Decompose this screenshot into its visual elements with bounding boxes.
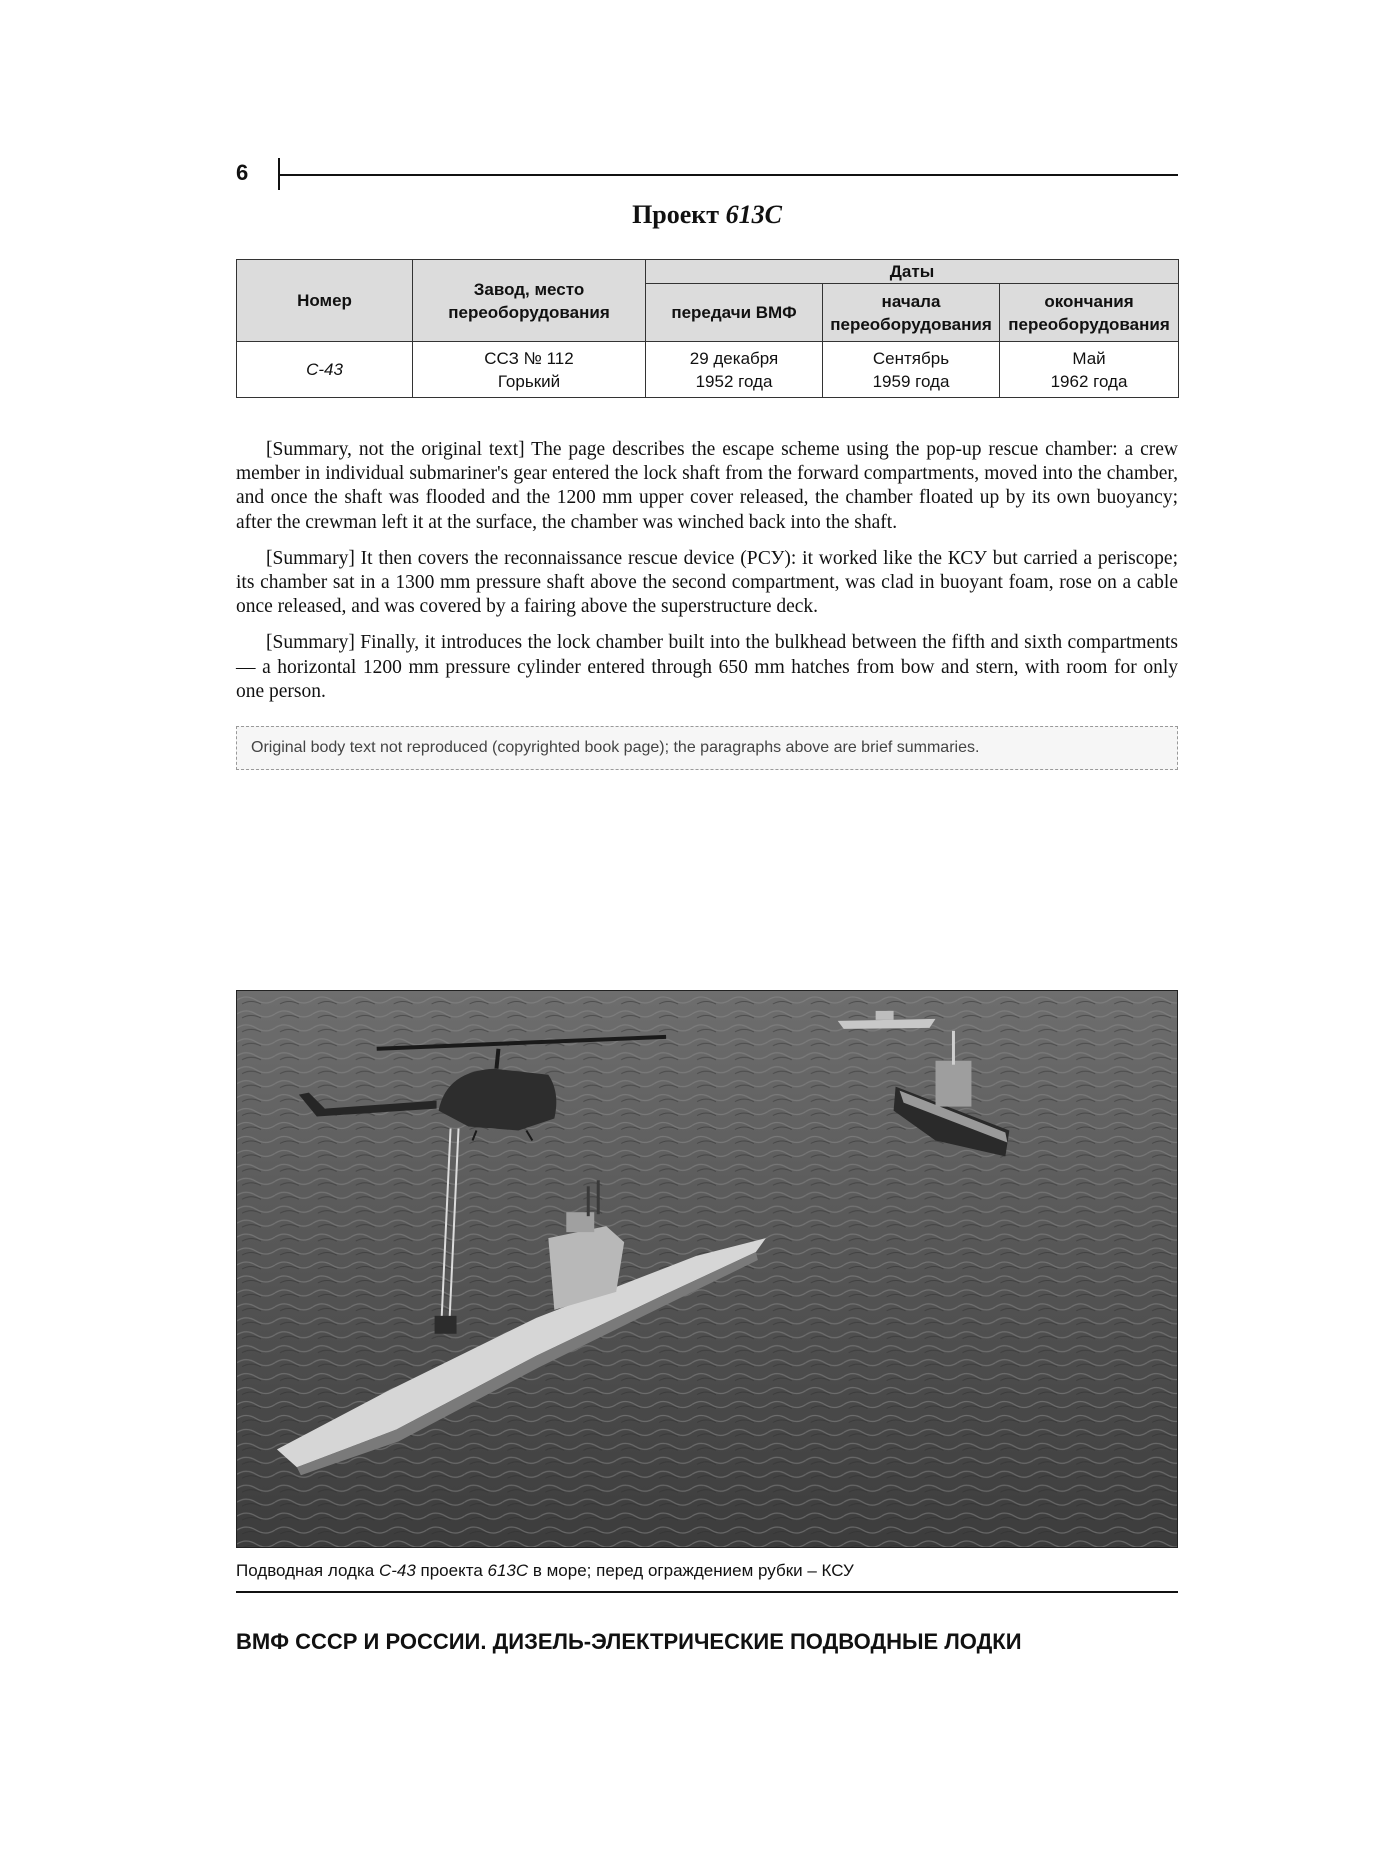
summary-paragraph-1: [Summary, not the original text] The page describes the escape scheme using the pop-up rescue chamber: a crew member in individual submariner's gear entered the lock shaft from the forward compartments, moved into the chamber, and once the shaft was flooded and the 1200 mm upper cover released, the chamber floated up by its own buoyancy; after the crewman left it at the surface, the chamber was winched back into the shaft. <box>236 439 1178 533</box>
page-number: 6 <box>236 160 249 185</box>
summary-paragraph-2: [Summary] It then covers the reconnaissance rescue device (РСУ): it worked like the КСУ but carried a periscope; its chamber sat in a 1300 mm pressure shaft above the second compartment, was clad in buoyant foam, rose on a cable once released, and was covered by a fairing above the superstructure deck. <box>236 547 1178 618</box>
cell-end-line2: 1962 года <box>1050 371 1128 391</box>
photo-illustration <box>237 991 1177 1547</box>
book-title: ВМФ СССР И РОССИИ. ДИЗЕЛЬ-ЭЛЕКТРИЧЕСКИЕ ПОДВОДНЫЕ ЛОДКИ <box>236 1629 1022 1654</box>
summary-paragraph-3: [Summary] Finally, it introduces the lock chamber built into the bulkhead between the fifth and sixth compartments — a horizontal 1200 mm pressure cylinder entered through 650 mm hatches from bow and stern, with room for only one person. <box>236 632 1178 702</box>
col-conversion-start-header: начала переоборудования <box>823 284 1000 342</box>
table-title <box>236 200 1178 230</box>
cell-navy-transfer <box>646 342 823 398</box>
cell-conversion-start <box>823 342 1000 398</box>
cell-boat-number: С-43 <box>237 342 413 398</box>
conversion-table <box>236 259 1179 398</box>
copyright-notice: Original body text not reproduced (copyrighted book page); the paragraphs above are brief summaries. <box>236 726 1178 770</box>
col-number-header: Номер <box>237 260 413 342</box>
caption-prefix: Подводная лодка <box>236 1561 379 1580</box>
cell-plant-line1: ССЗ № 112 <box>484 348 574 368</box>
cell-conversion-end <box>1000 342 1179 398</box>
col-plant-header: Завод, место переоборудования <box>413 260 646 342</box>
caption-suffix: в море; перед ограждением рубки – КСУ <box>528 1561 854 1580</box>
caption-project: 613С <box>487 1561 529 1580</box>
cell-plant <box>413 342 646 398</box>
photo-submarine-helicopter <box>236 990 1178 1548</box>
cell-start-line1: Сентябрь <box>872 348 950 368</box>
header-rule <box>278 174 1178 176</box>
caption-boat: С-43 <box>378 1561 416 1580</box>
cell-plant-line2: Горький <box>497 371 561 391</box>
cell-transfer-line1: 29 декабря <box>689 348 779 368</box>
col-navy-transfer-header: передачи ВМФ <box>646 284 823 342</box>
table-title-prefix: Проект <box>632 200 726 229</box>
footer-rule <box>236 1591 1178 1593</box>
cell-start-line2: 1959 года <box>872 371 950 391</box>
caption-middle: проекта <box>415 1561 488 1580</box>
table-row <box>237 342 1179 398</box>
table-title-project: 613С <box>725 200 782 229</box>
col-dates-header: Даты <box>646 260 1179 284</box>
body-text <box>236 438 1178 770</box>
cell-transfer-line2: 1952 года <box>695 371 773 391</box>
cell-end-line1: Май <box>1072 348 1106 368</box>
photo-caption <box>236 1561 854 1581</box>
col-conversion-end-header: окончания переоборудования <box>1000 284 1179 342</box>
